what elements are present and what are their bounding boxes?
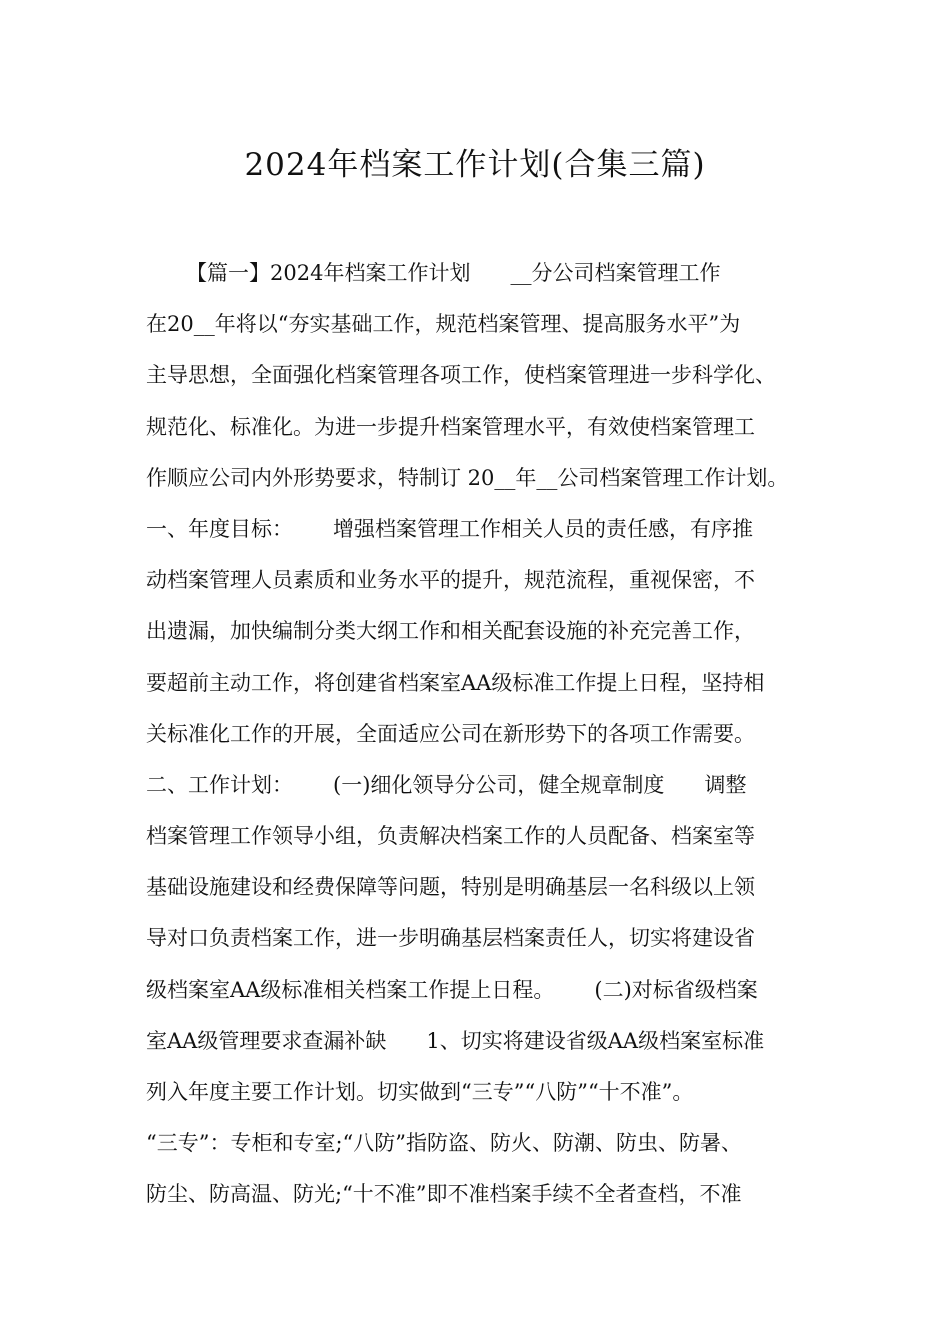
body-line: 级档案室AA级标准相关档案工作提上日程。 (二)对标省级档案 (146, 977, 758, 1002)
body-line: “三专”：专柜和专室;“八防”指防盗、防火、防潮、防虫、防暑、 (146, 1131, 743, 1156)
body-line: 作顺应公司内外形势要求，特制订 20__年__公司档案管理工作计划。 (146, 465, 789, 490)
body-line: 导对口负责档案工作，进一步明确基层档案责任人，切实将建设省 (146, 926, 755, 951)
body-line: 出遗漏，加快编制分类大纲工作和相关配套设施的补充完善工作， (146, 619, 755, 644)
body-line: 要超前主动工作，将创建省档案室AA级标准工作提上日程，坚持相 (146, 670, 765, 695)
body-line: 【篇一】2024年档案工作计划 __分公司档案管理工作 (146, 261, 721, 285)
body-line: 一、年度目标： 增强档案管理工作相关人员的责任感，有序推 (146, 516, 754, 541)
body-line: 在20__年将以“夯实基础工作，规范档案管理、提高服务水平”为 (146, 312, 741, 337)
document-title: 2024年档案工作计划(合集三篇) (244, 147, 706, 183)
body-line: 防尘、防高温、防光;“十不准”即不准档案手续不全者查档，不准 (146, 1182, 742, 1207)
body-line: 档案管理工作领导小组，负责解决档案工作的人员配备、档案室等 (146, 824, 755, 849)
body-line: 关标准化工作的开展，全面适应公司在新形势下的各项工作需要。 (146, 721, 755, 746)
body-line: 基础设施建设和经费保障等问题，特别是明确基层一名科级以上领 (146, 875, 755, 900)
body-line: 室AA级管理要求查漏补缺 1、切实将建设省级AA级档案室标准 (146, 1028, 765, 1053)
body-line: 主导思想，全面强化档案管理各项工作，使档案管理进一步科学化、 (146, 363, 776, 388)
body-line: 动档案管理人员素质和业务水平的提升，规范流程，重视保密，不 (146, 568, 755, 593)
body-line: 规范化、标准化。为进一步提升档案管理水平，有效使档案管理工 (146, 414, 755, 439)
document-body (146, 248, 836, 1221)
body-line: 二、工作计划： (一)细化领导分公司，健全规章制度 调整 (146, 772, 747, 797)
body-line: 列入年度主要工作计划。切实做到“三专”“八防”“十不准”。 (146, 1080, 694, 1104)
